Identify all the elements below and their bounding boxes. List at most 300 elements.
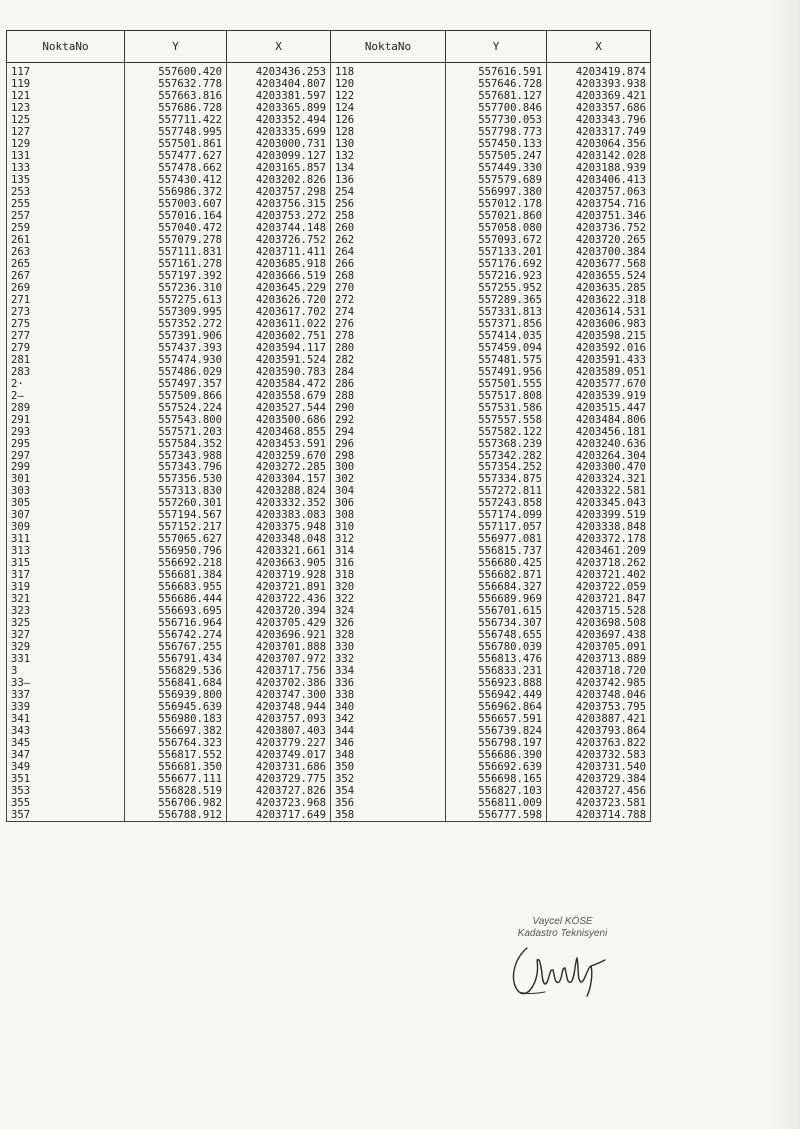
cell-y-right: 557646.728	[446, 78, 547, 90]
cell-y-right: 556942.449	[446, 689, 547, 701]
cell-x-left: 4203723.968	[227, 797, 331, 809]
cell-y-right: 557058.080	[446, 222, 547, 234]
cell-y-left: 557236.310	[125, 282, 227, 294]
cell-x-left: 4203099.127	[227, 150, 331, 162]
cell-x-right: 4203338.848	[547, 521, 651, 533]
cell-y-right: 556701.615	[446, 605, 547, 617]
cell-x-right: 4203606.983	[547, 318, 651, 330]
cell-nokta-no-left: 337	[7, 689, 125, 701]
cell-nokta-no-right: 294	[331, 426, 446, 438]
cell-y-left: 557343.796	[125, 461, 227, 473]
cell-y-right: 557334.875	[446, 473, 547, 485]
cell-nokta-no-right: 136	[331, 174, 446, 186]
table-row	[7, 354, 651, 366]
cell-nokta-no-right: 132	[331, 150, 446, 162]
table-row	[7, 533, 651, 545]
cell-y-right: 557368.239	[446, 438, 547, 450]
cell-nokta-no-left: 135	[7, 174, 125, 186]
cell-y-right: 557021.860	[446, 210, 547, 222]
cell-y-left: 557391.906	[125, 330, 227, 342]
cell-x-right: 4203264.304	[547, 450, 651, 462]
cell-x-left: 4203722.436	[227, 593, 331, 605]
table-row	[7, 138, 651, 150]
cell-nokta-no-left: 265	[7, 258, 125, 270]
table-row	[7, 78, 651, 90]
cell-x-left: 4203696.921	[227, 629, 331, 641]
table-row	[7, 162, 651, 174]
cell-nokta-no-left: 3	[7, 665, 125, 677]
cell-nokta-no-right: 330	[331, 641, 446, 653]
cell-x-left: 4203757.298	[227, 186, 331, 198]
cell-nokta-no-left: 117	[7, 63, 125, 78]
cell-nokta-no-right: 310	[331, 521, 446, 533]
cell-x-right: 4203721.402	[547, 569, 651, 581]
cell-x-right: 4203322.581	[547, 485, 651, 497]
cell-x-right: 4203715.528	[547, 605, 651, 617]
cell-y-left: 557065.627	[125, 533, 227, 545]
cell-nokta-no-right: 284	[331, 366, 446, 378]
cell-x-right: 4203742.985	[547, 677, 651, 689]
cell-y-left: 556686.444	[125, 593, 227, 605]
table-row	[7, 485, 651, 497]
table-row	[7, 90, 651, 102]
cell-x-left: 4203335.699	[227, 126, 331, 138]
cell-y-left: 556945.639	[125, 701, 227, 713]
cell-y-left: 557194.567	[125, 509, 227, 521]
cell-nokta-no-right: 272	[331, 294, 446, 306]
cell-x-left: 4203375.948	[227, 521, 331, 533]
coordinate-table-body	[7, 63, 651, 822]
table-row	[7, 749, 651, 761]
cell-x-left: 4203602.751	[227, 330, 331, 342]
cell-y-left: 557486.029	[125, 366, 227, 378]
cell-nokta-no-right: 260	[331, 222, 446, 234]
cell-nokta-no-left: 315	[7, 557, 125, 569]
table-row	[7, 450, 651, 462]
cell-x-left: 4203721.891	[227, 581, 331, 593]
cell-x-right: 4203718.262	[547, 557, 651, 569]
cell-x-right: 4203419.874	[547, 63, 651, 78]
cell-y-left: 557161.278	[125, 258, 227, 270]
cell-nokta-no-left: 279	[7, 342, 125, 354]
cell-nokta-no-left: 351	[7, 773, 125, 785]
cell-y-left: 557474.930	[125, 354, 227, 366]
cell-x-right: 4203343.796	[547, 114, 651, 126]
cell-y-right: 556997.380	[446, 186, 547, 198]
header-y-left: Y	[125, 31, 227, 63]
table-row	[7, 629, 651, 641]
cell-y-left: 557497.357	[125, 378, 227, 390]
cell-x-left: 4203702.386	[227, 677, 331, 689]
cell-nokta-no-right: 340	[331, 701, 446, 713]
cell-x-left: 4203757.093	[227, 713, 331, 725]
cell-y-left: 557437.393	[125, 342, 227, 354]
cell-nokta-no-left: 355	[7, 797, 125, 809]
cell-x-right: 4203736.752	[547, 222, 651, 234]
cell-y-left: 557309.995	[125, 306, 227, 318]
table-row	[7, 593, 651, 605]
table-row	[7, 402, 651, 414]
cell-nokta-no-right: 350	[331, 761, 446, 773]
cell-x-right: 4203240.636	[547, 438, 651, 450]
cell-x-right: 4203592.016	[547, 342, 651, 354]
cell-y-right: 556748.655	[446, 629, 547, 641]
cell-y-right: 557491.956	[446, 366, 547, 378]
cell-x-right: 4203300.470	[547, 461, 651, 473]
table-row	[7, 461, 651, 473]
table-row	[7, 258, 651, 270]
table-row	[7, 150, 651, 162]
table-row	[7, 366, 651, 378]
cell-nokta-no-right: 352	[331, 773, 446, 785]
cell-y-left: 557663.816	[125, 90, 227, 102]
cell-y-right: 557272.811	[446, 485, 547, 497]
cell-nokta-no-left: 347	[7, 749, 125, 761]
cell-x-right: 4203887.421	[547, 713, 651, 725]
table-row	[7, 509, 651, 521]
cell-x-left: 4203500.686	[227, 414, 331, 426]
header-nokta-no-right: NoktaNo	[331, 31, 446, 63]
cell-x-left: 4203272.285	[227, 461, 331, 473]
cell-nokta-no-left: 131	[7, 150, 125, 162]
cell-nokta-no-left: 255	[7, 198, 125, 210]
cell-nokta-no-right: 288	[331, 390, 446, 402]
cell-y-right: 557216.923	[446, 270, 547, 282]
cell-y-left: 556677.111	[125, 773, 227, 785]
table-row	[7, 438, 651, 450]
cell-x-right: 4203357.686	[547, 102, 651, 114]
cell-nokta-no-left: 129	[7, 138, 125, 150]
cell-y-right: 556684.327	[446, 581, 547, 593]
cell-nokta-no-left: 305	[7, 497, 125, 509]
table-row	[7, 713, 651, 725]
cell-nokta-no-right: 306	[331, 497, 446, 509]
cell-y-right: 557681.127	[446, 90, 547, 102]
cell-y-left: 557313.830	[125, 485, 227, 497]
cell-y-right: 557354.252	[446, 461, 547, 473]
cell-x-right: 4203732.583	[547, 749, 651, 761]
cell-nokta-no-left: 269	[7, 282, 125, 294]
cell-nokta-no-right: 354	[331, 785, 446, 797]
table-row	[7, 306, 651, 318]
cell-x-right: 4203727.456	[547, 785, 651, 797]
table-row	[7, 773, 651, 785]
cell-x-right: 4203064.356	[547, 138, 651, 150]
cell-x-left: 4203202.826	[227, 174, 331, 186]
cell-x-right: 4203731.540	[547, 761, 651, 773]
cell-nokta-no-right: 324	[331, 605, 446, 617]
cell-y-left: 556767.255	[125, 641, 227, 653]
cell-nokta-no-left: 267	[7, 270, 125, 282]
cell-nokta-no-left: 299	[7, 461, 125, 473]
cell-x-left: 4203744.148	[227, 222, 331, 234]
cell-nokta-no-right: 346	[331, 737, 446, 749]
cell-y-right: 557798.773	[446, 126, 547, 138]
cell-nokta-no-right: 130	[331, 138, 446, 150]
cell-nokta-no-right: 332	[331, 653, 446, 665]
header-x-left: X	[227, 31, 331, 63]
table-row	[7, 282, 651, 294]
table-row	[7, 653, 651, 665]
cell-x-right: 4203721.847	[547, 593, 651, 605]
cell-y-left: 557079.278	[125, 234, 227, 246]
cell-x-right: 4203753.795	[547, 701, 651, 713]
cell-x-right: 4203714.788	[547, 809, 651, 821]
cell-y-left: 557430.412	[125, 174, 227, 186]
cell-y-left: 557197.392	[125, 270, 227, 282]
cell-x-left: 4203731.686	[227, 761, 331, 773]
cell-nokta-no-right: 336	[331, 677, 446, 689]
cell-y-right: 557133.201	[446, 246, 547, 258]
cell-x-right: 4203698.508	[547, 617, 651, 629]
cell-x-left: 4203348.048	[227, 533, 331, 545]
cell-x-right: 4203372.178	[547, 533, 651, 545]
table-row	[7, 126, 651, 138]
table-row	[7, 797, 651, 809]
table-header-row	[7, 31, 651, 63]
cell-nokta-no-left: 329	[7, 641, 125, 653]
cell-y-left: 556828.519	[125, 785, 227, 797]
table-row	[7, 689, 651, 701]
cell-y-right: 557117.057	[446, 521, 547, 533]
cell-nokta-no-right: 128	[331, 126, 446, 138]
cell-nokta-no-left: 349	[7, 761, 125, 773]
table-row	[7, 569, 651, 581]
table-row	[7, 174, 651, 186]
handwritten-signature	[505, 938, 615, 1000]
cell-x-right: 4203188.939	[547, 162, 651, 174]
cell-nokta-no-right: 266	[331, 258, 446, 270]
table-row	[7, 102, 651, 114]
cell-y-left: 557275.613	[125, 294, 227, 306]
cell-x-left: 4203779.227	[227, 737, 331, 749]
cell-nokta-no-left: 295	[7, 438, 125, 450]
cell-y-right: 557342.282	[446, 450, 547, 462]
cell-x-left: 4203404.807	[227, 78, 331, 90]
cell-y-right: 556682.871	[446, 569, 547, 581]
cell-nokta-no-left: 283	[7, 366, 125, 378]
cell-y-right: 557414.035	[446, 330, 547, 342]
table-row	[7, 725, 651, 737]
cell-y-right: 557450.133	[446, 138, 547, 150]
cell-x-left: 4203717.649	[227, 809, 331, 821]
table-row	[7, 605, 651, 617]
cell-x-right: 4203614.531	[547, 306, 651, 318]
cell-nokta-no-right: 122	[331, 90, 446, 102]
cell-y-left: 556683.955	[125, 581, 227, 593]
cell-x-left: 4203352.494	[227, 114, 331, 126]
cell-y-left: 556950.796	[125, 545, 227, 557]
cell-nokta-no-right: 274	[331, 306, 446, 318]
cell-nokta-no-left: 345	[7, 737, 125, 749]
cell-x-left: 4203558.679	[227, 390, 331, 402]
cell-nokta-no-left: 121	[7, 90, 125, 102]
cell-x-left: 4203590.783	[227, 366, 331, 378]
cell-y-left: 556791.434	[125, 653, 227, 665]
cell-x-left: 4203304.157	[227, 473, 331, 485]
table-row	[7, 545, 651, 557]
cell-x-right: 4203345.043	[547, 497, 651, 509]
cell-x-left: 4203753.272	[227, 210, 331, 222]
cell-x-left: 4203727.826	[227, 785, 331, 797]
cell-nokta-no-right: 264	[331, 246, 446, 258]
cell-y-right: 557616.591	[446, 63, 547, 78]
cell-nokta-no-right: 120	[331, 78, 446, 90]
cell-nokta-no-right: 326	[331, 617, 446, 629]
table-row	[7, 737, 651, 749]
cell-nokta-no-right: 292	[331, 414, 446, 426]
cell-x-right: 4203748.046	[547, 689, 651, 701]
table-row	[7, 677, 651, 689]
cell-nokta-no-right: 348	[331, 749, 446, 761]
cell-y-left: 556742.274	[125, 629, 227, 641]
cell-y-left: 557040.472	[125, 222, 227, 234]
table-row	[7, 234, 651, 246]
cell-nokta-no-left: 323	[7, 605, 125, 617]
cell-x-right: 4203729.384	[547, 773, 651, 785]
cell-y-right: 557582.122	[446, 426, 547, 438]
cell-y-right: 556833.231	[446, 665, 547, 677]
cell-x-left: 4203707.972	[227, 653, 331, 665]
cell-x-right: 4203589.051	[547, 366, 651, 378]
cell-x-right: 4203324.321	[547, 473, 651, 485]
cell-nokta-no-right: 124	[331, 102, 446, 114]
cell-y-right: 556680.425	[446, 557, 547, 569]
cell-nokta-no-right: 256	[331, 198, 446, 210]
cell-y-right: 556813.476	[446, 653, 547, 665]
cell-x-right: 4203622.318	[547, 294, 651, 306]
cell-x-left: 4203288.824	[227, 485, 331, 497]
cell-y-right: 556977.081	[446, 533, 547, 545]
cell-x-right: 4203700.384	[547, 246, 651, 258]
cell-nokta-no-left: 263	[7, 246, 125, 258]
table-row	[7, 378, 651, 390]
cell-nokta-no-left: 303	[7, 485, 125, 497]
cell-nokta-no-right: 342	[331, 713, 446, 725]
table-row	[7, 210, 651, 222]
cell-nokta-no-right: 322	[331, 593, 446, 605]
cell-x-left: 4203165.857	[227, 162, 331, 174]
cell-y-right: 557557.558	[446, 414, 547, 426]
table-row	[7, 701, 651, 713]
cell-y-left: 556681.350	[125, 761, 227, 773]
cell-y-right: 557371.856	[446, 318, 547, 330]
cell-x-left: 4203685.918	[227, 258, 331, 270]
cell-y-left: 556693.695	[125, 605, 227, 617]
cell-nokta-no-right: 126	[331, 114, 446, 126]
cell-x-right: 4203369.421	[547, 90, 651, 102]
cell-y-left: 556939.800	[125, 689, 227, 701]
cell-y-right: 557255.952	[446, 282, 547, 294]
cell-x-left: 4203719.928	[227, 569, 331, 581]
cell-nokta-no-left: 331	[7, 653, 125, 665]
cell-y-left: 556817.552	[125, 749, 227, 761]
cell-x-left: 4203527.544	[227, 402, 331, 414]
cell-nokta-no-right: 300	[331, 461, 446, 473]
cell-x-left: 4203383.083	[227, 509, 331, 521]
cell-x-left: 4203259.670	[227, 450, 331, 462]
table-row	[7, 270, 651, 282]
cell-nokta-no-left: 273	[7, 306, 125, 318]
cell-x-left: 4203645.229	[227, 282, 331, 294]
cell-y-right: 557700.846	[446, 102, 547, 114]
cell-y-right: 556692.639	[446, 761, 547, 773]
cell-y-right: 556815.737	[446, 545, 547, 557]
cell-nokta-no-left: 291	[7, 414, 125, 426]
header-x-right: X	[547, 31, 651, 63]
cell-y-right: 556780.039	[446, 641, 547, 653]
cell-nokta-no-right: 290	[331, 402, 446, 414]
cell-nokta-no-left: 119	[7, 78, 125, 90]
table-row	[7, 114, 651, 126]
cell-x-left: 4203663.905	[227, 557, 331, 569]
cell-nokta-no-left: 2·	[7, 378, 125, 390]
cell-x-left: 4203611.022	[227, 318, 331, 330]
cell-x-right: 4203655.524	[547, 270, 651, 282]
cell-x-right: 4203722.059	[547, 581, 651, 593]
cell-nokta-no-right: 356	[331, 797, 446, 809]
cell-nokta-no-right: 278	[331, 330, 446, 342]
cell-y-left: 557111.831	[125, 246, 227, 258]
cell-y-right: 557012.178	[446, 198, 547, 210]
table-row	[7, 318, 651, 330]
cell-x-left: 4203701.888	[227, 641, 331, 653]
cell-x-right: 4203713.889	[547, 653, 651, 665]
cell-x-right: 4203393.938	[547, 78, 651, 90]
cell-y-right: 557174.099	[446, 509, 547, 521]
cell-nokta-no-left: 309	[7, 521, 125, 533]
cell-x-right: 4203317.749	[547, 126, 651, 138]
cell-x-left: 4203729.775	[227, 773, 331, 785]
cell-nokta-no-left: 301	[7, 473, 125, 485]
cell-nokta-no-left: 277	[7, 330, 125, 342]
cell-y-right: 556798.197	[446, 737, 547, 749]
table-row	[7, 581, 651, 593]
cell-x-left: 4203468.855	[227, 426, 331, 438]
cell-nokta-no-right: 254	[331, 186, 446, 198]
table-row	[7, 761, 651, 773]
cell-y-left: 557152.217	[125, 521, 227, 533]
cell-y-left: 557477.627	[125, 150, 227, 162]
cell-nokta-no-left: 307	[7, 509, 125, 521]
cell-nokta-no-left: 321	[7, 593, 125, 605]
table-row	[7, 294, 651, 306]
cell-y-left: 556716.964	[125, 617, 227, 629]
cell-y-right: 557289.365	[446, 294, 547, 306]
cell-y-left: 557543.800	[125, 414, 227, 426]
cell-y-left: 556788.912	[125, 809, 227, 821]
cell-y-left: 556697.382	[125, 725, 227, 737]
table-row	[7, 330, 651, 342]
table-row	[7, 222, 651, 234]
cell-x-left: 4203626.720	[227, 294, 331, 306]
cell-y-left: 556980.183	[125, 713, 227, 725]
cell-y-right: 556827.103	[446, 785, 547, 797]
cell-y-left: 556692.218	[125, 557, 227, 569]
cell-nokta-no-right: 308	[331, 509, 446, 521]
cell-nokta-no-left: 281	[7, 354, 125, 366]
cell-y-left: 557600.420	[125, 63, 227, 78]
cell-nokta-no-left: 127	[7, 126, 125, 138]
cell-nokta-no-left: 261	[7, 234, 125, 246]
cell-y-left: 557352.272	[125, 318, 227, 330]
cell-nokta-no-right: 338	[331, 689, 446, 701]
cell-x-right: 4203598.215	[547, 330, 651, 342]
cell-nokta-no-right: 298	[331, 450, 446, 462]
cell-x-left: 4203453.591	[227, 438, 331, 450]
cell-nokta-no-left: 257	[7, 210, 125, 222]
cell-y-right: 557505.247	[446, 150, 547, 162]
